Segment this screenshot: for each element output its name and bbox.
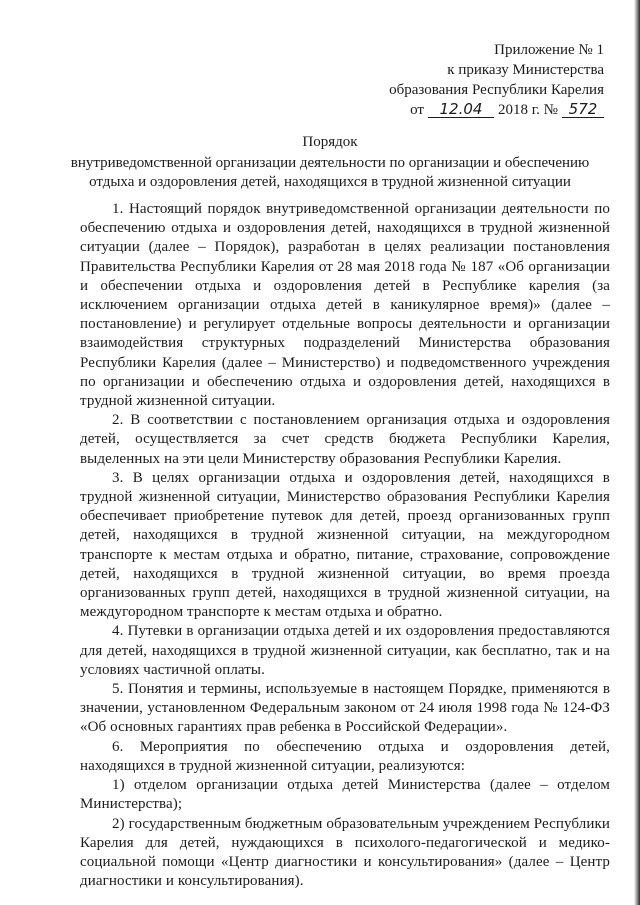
paragraph-6: 6. Мероприятия по обеспечению отдыха и оздоровления детей, находящихся в трудной жизненной ситуации, реализуются: [80, 738, 610, 774]
order-reference: к приказу Министерства [447, 62, 604, 78]
order-date-line [344, 100, 604, 120]
document-title [50, 133, 610, 192]
title-main: Порядок [302, 134, 358, 150]
paragraph-2: 2. В соответствии с постановлением организация отдыха и оздоровления детей, осуществляется за счет средств бюджета Республики Карелия, выделенных на эти цели Министерству образования Республики Карелия. [80, 412, 610, 467]
appendix-label: Приложение № 1 [494, 42, 604, 58]
ministry-name: образования Республики Карелия [389, 82, 604, 98]
paragraph-6-item-2: 2) государственным бюджетным образовательным учреждением Республики Карелия для детей, нуждающихся в психолого-педагогической и медико-социальной помощи «Центр диагностики и консультирования» (далее – Центр диагностики и консультирования). [80, 815, 610, 890]
scan-edge-shadow [634, 0, 640, 905]
paragraph-5: 5. Понятия и термины, используемые в настоящем Порядке, применяются в значении, установленном Федеральным законом от 24 июля 1998 года № 124-ФЗ «Об основных гарантиях прав ребенка в Российской Федерации». [80, 681, 610, 736]
appendix-header [344, 40, 604, 120]
handwritten-order-number: 572 [562, 101, 604, 118]
paragraph-1: 1. Настоящий порядок внутриведомственной организации деятельности по обеспечению отдыха и оздоровления детей, находящихся в трудной жизненной ситуации (далее – Порядок), разработан в целях реализации постановления Правительства Республики Карелия от 28 мая 2018 года № 187 «Об организации и обеспечении отдыха и оздоровления детей в Республике карелия (за исключением организации отдыха детей в каникулярное время)» (далее – постановление) и регулирует отдельные вопросы деятельности и организации взаимодействия структурных подразделений Министерства образования Республики Карелия (далее – Министерство) и подведомственного учреждения по организации и обеспечению отдыха и оздоровления детей, находящихся в трудной жизненной ситуации. [80, 201, 610, 410]
handwritten-date: 12.04 [428, 101, 494, 118]
paragraph-4: 4. Путевки в организации отдыха детей и их оздоровления предоставляются для детей, находящихся в трудной жизненной ситуации, как бесплатно, так и на условиях частичной оплаты. [80, 623, 610, 678]
title-subtitle: внутриведомственной организации деятельности по организации и обеспечению отдыха и оздоровления детей, находящихся в трудной жизненной ситуации [70, 155, 590, 190]
document-body [80, 200, 610, 891]
date-prefix: от [410, 102, 424, 118]
paragraph-3: 3. В целях организации отдыха и оздоровления детей, находящихся в трудной жизненной ситуации, Министерство образования Республики Карелия обеспечивает приобретение путевок для детей, проезд организованных групп детей, находящихся в трудной жизненной ситуации, на междугородном транспорте к местам отдыха и обратно, питание, страхование, сопровождение детей, находящихся в трудной жизненной ситуации, во время проезда организованных групп детей, находящихся в трудной жизненной ситуации, на междугородном транспорте к местам отдыха и обратно. [80, 469, 610, 621]
year-label: 2018 г. № [497, 102, 558, 118]
paragraph-6-item-1: 1) отделом организации отдыха детей Министерства (далее – отделом Министерства); [80, 777, 610, 813]
